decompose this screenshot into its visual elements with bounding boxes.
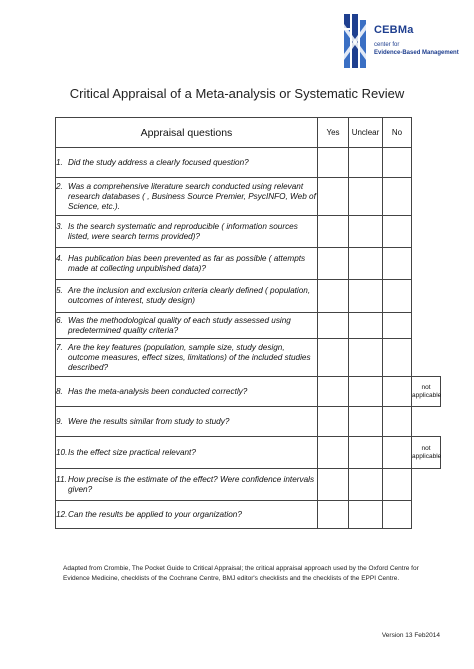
table-row — [56, 377, 441, 407]
question-number: 3. — [56, 221, 63, 231]
questions-column-header: Appraisal questions — [56, 118, 318, 148]
table-row — [56, 339, 441, 377]
question-text: Is the effect size practical relevant? — [68, 447, 196, 457]
question-number: 12. — [56, 509, 68, 519]
question-number: 6. — [56, 315, 63, 325]
question-number: 9. — [56, 416, 63, 426]
unclear-answer-cell[interactable] — [349, 280, 383, 313]
no-answer-cell[interactable] — [383, 148, 412, 178]
cebma-logo — [344, 14, 472, 68]
yes-answer-cell[interactable] — [318, 501, 349, 529]
question-text: Can the results be applied to your organization? — [68, 509, 242, 519]
empty-side-cell — [412, 407, 441, 437]
no-answer-cell[interactable] — [383, 437, 412, 469]
appraisal-table — [55, 117, 441, 529]
no-answer-cell[interactable] — [383, 178, 412, 216]
table-row — [56, 148, 441, 178]
no-answer-cell[interactable] — [383, 407, 412, 437]
question-number: 1. — [56, 157, 63, 167]
unclear-answer-cell[interactable] — [349, 469, 383, 501]
no-answer-cell[interactable] — [383, 501, 412, 529]
cebma-logo-mark — [344, 14, 374, 68]
no-answer-cell[interactable] — [383, 377, 412, 407]
empty-side-cell — [412, 469, 441, 501]
table-row — [56, 313, 441, 339]
question-number: 4. — [56, 253, 63, 263]
question-cell — [56, 178, 318, 216]
unclear-answer-cell[interactable] — [349, 437, 383, 469]
unclear-answer-cell[interactable] — [349, 313, 383, 339]
yes-answer-cell[interactable] — [318, 248, 349, 280]
empty-side-cell — [412, 148, 441, 178]
unclear-answer-cell[interactable] — [349, 248, 383, 280]
not-applicable-cell[interactable]: not applicable — [412, 437, 441, 469]
no-answer-cell[interactable] — [383, 339, 412, 377]
table-row — [56, 178, 441, 216]
yes-column-header: Yes — [318, 118, 349, 148]
empty-side-cell — [412, 248, 441, 280]
unclear-answer-cell[interactable] — [349, 148, 383, 178]
version-label: Version 13 Feb2014 — [381, 632, 440, 639]
empty-side-cell — [412, 280, 441, 313]
question-text: Are the inclusion and exclusion criteria clearly defined ( population, outcomes of interest, study design) — [68, 286, 311, 305]
question-text: Were the results similar from study to study? — [68, 416, 230, 426]
unclear-answer-cell[interactable] — [349, 501, 383, 529]
logo-tagline-2: Evidence-Based Management — [374, 50, 459, 56]
question-text: Did the study address a clearly focused question? — [68, 157, 249, 167]
empty-side-cell — [412, 313, 441, 339]
yes-answer-cell[interactable] — [318, 469, 349, 501]
yes-answer-cell[interactable] — [318, 437, 349, 469]
unclear-answer-cell[interactable] — [349, 407, 383, 437]
question-text: Has publication bias been prevented as far as possible ( attempts made at collecting unpublished data)? — [68, 253, 306, 273]
logo-tagline-1: center for — [374, 42, 400, 48]
unclear-answer-cell[interactable] — [349, 216, 383, 248]
question-number: 2. — [56, 181, 63, 191]
unclear-answer-cell[interactable] — [349, 178, 383, 216]
unclear-column-header: Unclear — [349, 118, 383, 148]
table-row — [56, 407, 441, 437]
question-number: 8. — [56, 386, 63, 396]
yes-answer-cell[interactable] — [318, 148, 349, 178]
question-number: 11. — [56, 474, 67, 484]
unclear-answer-cell[interactable] — [349, 377, 383, 407]
question-cell — [56, 216, 318, 248]
question-cell — [56, 313, 318, 339]
question-cell — [56, 407, 318, 437]
no-answer-cell[interactable] — [383, 280, 412, 313]
table-row — [56, 469, 441, 501]
table-header-row — [56, 118, 441, 148]
question-cell — [56, 501, 318, 529]
question-cell — [56, 280, 318, 313]
question-cell — [56, 339, 318, 377]
question-text: Has the meta-analysis been conducted correctly? — [68, 386, 248, 396]
question-number: 7. — [56, 342, 63, 352]
question-cell — [56, 437, 318, 469]
table-row — [56, 280, 441, 313]
yes-answer-cell[interactable] — [318, 216, 349, 248]
table-row — [56, 248, 441, 280]
empty-side-cell — [412, 501, 441, 529]
table-row — [56, 216, 441, 248]
source-footnote: Adapted from Crombie, The Pocket Guide to Critical Appraisal; the critical appraisal approach used by the Oxford Centre for Evidence Medicine, checklists of the Cochrane Centre, BMJ editor's checklists and the checklists of the EPPI Centre. — [63, 565, 419, 582]
logo-brand: CEBMa — [374, 24, 414, 36]
question-cell — [56, 377, 318, 407]
unclear-answer-cell[interactable] — [349, 339, 383, 377]
yes-answer-cell[interactable] — [318, 407, 349, 437]
question-number: 5. — [56, 286, 63, 295]
yes-answer-cell[interactable] — [318, 339, 349, 377]
question-number: 10. — [56, 447, 68, 457]
yes-answer-cell[interactable] — [318, 377, 349, 407]
spare-header-cell — [412, 118, 441, 148]
question-text: Are the key features (population, sample size, study design, outcome measures, effect sizes, limitations) of the included studies described? — [68, 342, 311, 372]
table-row — [56, 437, 441, 469]
table-row — [56, 501, 441, 529]
question-cell — [56, 469, 318, 501]
no-column-header: No — [383, 118, 412, 148]
no-answer-cell[interactable] — [383, 248, 412, 280]
empty-side-cell — [412, 216, 441, 248]
no-answer-cell[interactable] — [383, 313, 412, 339]
question-cell — [56, 148, 318, 178]
question-text: Was a comprehensive literature search conducted using relevant research databases ( , Business Source Premier, PsycINFO, Web of Science, etc.). — [68, 181, 316, 211]
question-text: How precise is the estimate of the effect? Were confidence intervals given? — [68, 474, 315, 494]
not-applicable-cell[interactable]: not applicable — [412, 377, 441, 407]
document-title: Critical Appraisal of a Meta-analysis or Systematic Review — [69, 86, 405, 101]
no-answer-cell[interactable] — [383, 469, 412, 501]
no-answer-cell[interactable] — [383, 216, 412, 248]
empty-side-cell — [412, 178, 441, 216]
yes-answer-cell[interactable] — [318, 280, 349, 313]
question-text: Was the methodological quality of each study assessed using predetermined quality criteria? — [68, 315, 291, 335]
question-text: Is the search systematic and reproducible ( information sources listed, were search terms provided)? — [68, 221, 298, 241]
yes-answer-cell[interactable] — [318, 313, 349, 339]
empty-side-cell — [412, 339, 441, 377]
question-cell — [56, 248, 318, 280]
yes-answer-cell[interactable] — [318, 178, 349, 216]
